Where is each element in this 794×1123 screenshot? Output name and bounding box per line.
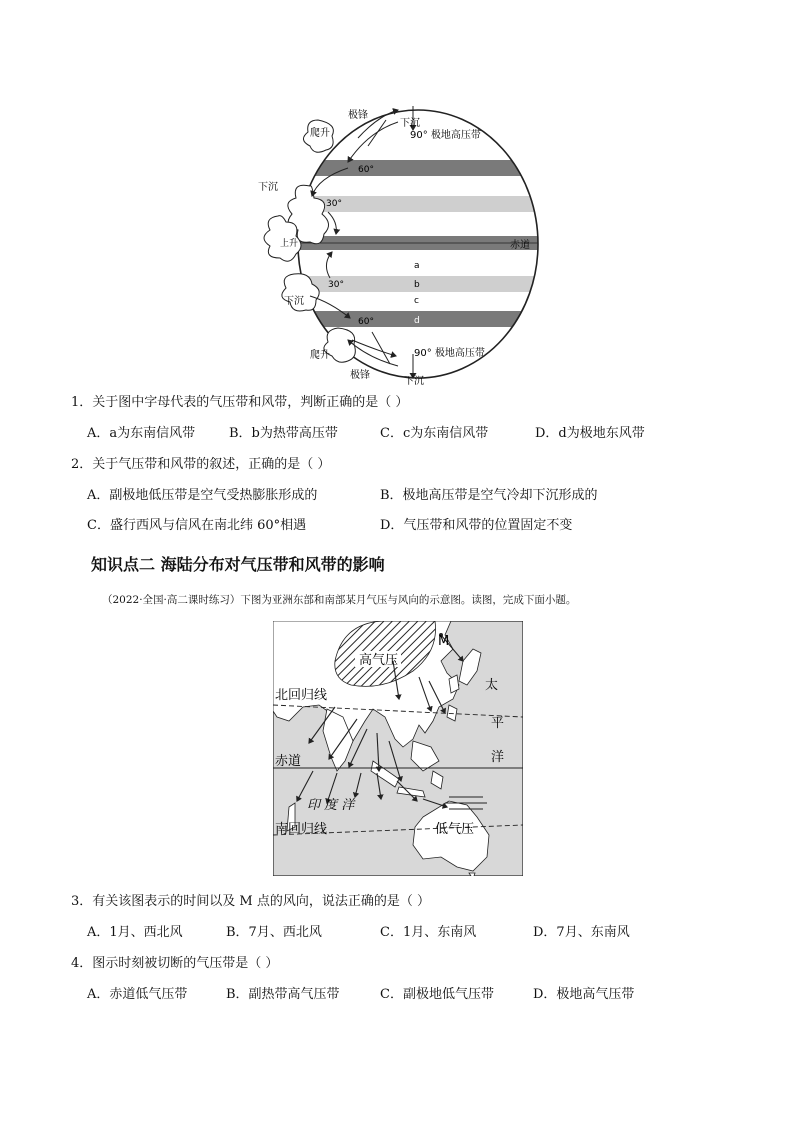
label-pole-high-bottom: 90° 极地高压带 xyxy=(414,348,485,359)
q4-option-a[interactable]: A．赤道低气压带 xyxy=(87,987,188,1002)
label-sink-mid-bottom: 下沉 xyxy=(284,296,304,307)
q1-option-a[interactable]: A．a为东南信风带 xyxy=(87,426,196,441)
question-2-stem: 2．关于气压带和风带的叙述，正确的是（ ） xyxy=(71,457,331,472)
belt-60n xyxy=(288,160,548,176)
label-lat60-top: 60° xyxy=(358,165,374,175)
q2-option-b[interactable]: B．极地高压带是空气冷却下沉形成的 xyxy=(380,488,598,503)
label-high-pressure: 高气压 xyxy=(359,653,399,668)
label-belt-b: b xyxy=(414,280,420,290)
label-pacific-3: 洋 xyxy=(491,750,505,765)
label-climb-bottom: 爬升 xyxy=(310,350,330,361)
q1-option-b[interactable]: B．b为热带高压带 xyxy=(229,426,338,441)
label-lat60-bottom: 60° xyxy=(358,317,374,327)
q1-option-d[interactable]: D．d为极地东风带 xyxy=(535,426,645,441)
label-tropic-south: 南回归线 xyxy=(275,822,328,837)
q3-option-c[interactable]: C．1月、东南风 xyxy=(380,925,477,940)
q3-option-d[interactable]: D．7月、东南风 xyxy=(533,925,630,940)
label-sink-mid-top: 下沉 xyxy=(258,182,278,193)
q2-option-a[interactable]: A．副极地低压带是空气受热膨胀形成的 xyxy=(87,488,318,503)
question-4-options xyxy=(87,986,707,1004)
label-m-point: M xyxy=(438,634,450,649)
q4-option-c[interactable]: C．副极地低气压带 xyxy=(380,987,494,1002)
label-lat30-bottom: 30° xyxy=(328,280,344,290)
question-3-options xyxy=(87,924,707,942)
label-pole-front-top: 极锋 xyxy=(348,110,368,121)
label-sink-bottom: 下沉 xyxy=(404,376,424,387)
section-intro: （2022·全国·高二课时练习）下图为亚洲东部和南部某月气压与风向的示意图。读图，完成下面小题。 xyxy=(102,594,577,606)
question-4-stem: 4．图示时刻被切断的气压带是（ ） xyxy=(71,956,279,971)
question-1-options xyxy=(87,425,707,443)
section-heading: 知识点二 海陆分布对气压带和风带的影响 xyxy=(91,555,385,574)
asia-pressure-wind-map xyxy=(273,621,523,876)
q4-option-d[interactable]: D．极地高气压带 xyxy=(533,987,635,1002)
label-equator: 赤道 xyxy=(510,240,530,251)
q2-option-d[interactable]: D．气压带和风带的位置固定不变 xyxy=(380,518,573,533)
label-low-pressure: 低气压 xyxy=(435,822,475,837)
label-equator: 赤道 xyxy=(275,754,302,769)
question-2-options xyxy=(87,487,707,535)
q4-option-b[interactable]: B．副热带高气压带 xyxy=(226,987,340,1002)
q3-option-a[interactable]: A．1月、西北风 xyxy=(87,925,183,940)
label-pole-high-top: 90° 极地高压带 xyxy=(410,130,481,141)
label-pacific-1: 太 xyxy=(485,678,499,693)
label-climb-top: 爬升 xyxy=(310,128,330,139)
label-indian-ocean: 印 度 洋 xyxy=(307,798,355,813)
label-pacific-2: 平 xyxy=(491,716,505,731)
question-1-stem: 1．关于图中字母代表的气压带和风带，判断正确的是（ ） xyxy=(71,395,409,410)
pressure-belt-diagram xyxy=(248,96,548,388)
question-3-stem: 3．有关该图表示的时间以及 M 点的风向，说法正确的是（ ） xyxy=(71,894,430,909)
q1-option-c[interactable]: C．c为东南信风带 xyxy=(380,426,489,441)
q2-option-c[interactable]: C．盛行西风与信风在南北纬 60°相遇 xyxy=(87,518,307,533)
label-sink-top: 下沉 xyxy=(400,118,420,129)
label-belt-a: a xyxy=(414,261,420,271)
label-belt-c: c xyxy=(414,296,419,306)
label-tropic-north: 北回归线 xyxy=(275,688,328,703)
label-belt-d: d xyxy=(414,316,420,326)
label-lat30-top: 30° xyxy=(326,199,342,209)
q3-option-b[interactable]: B．7月、西北风 xyxy=(226,925,322,940)
label-rise: 上升 xyxy=(280,239,299,249)
label-pole-front-bottom: 极锋 xyxy=(350,370,370,381)
